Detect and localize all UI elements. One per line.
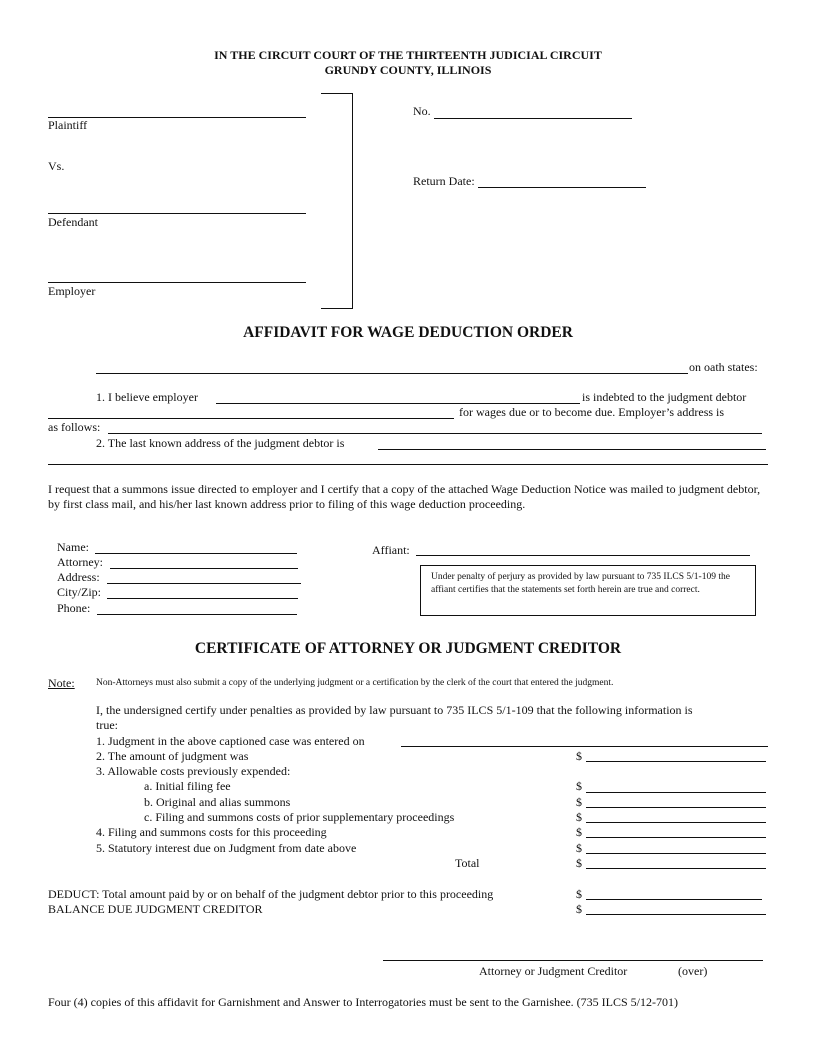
- note-label: Note:: [48, 676, 75, 690]
- currency-symbol: $: [576, 902, 582, 916]
- affidavit-title: AFFIDAVIT FOR WAGE DEDUCTION ORDER: [243, 324, 573, 341]
- judgment-date-field[interactable]: [401, 732, 768, 747]
- affiant-label: Affiant:: [372, 543, 410, 557]
- statutory-interest-field[interactable]: [586, 839, 766, 854]
- county-name: GRUNDY COUNTY, ILLINOIS: [324, 63, 492, 77]
- total-field[interactable]: [586, 854, 766, 869]
- balance-due-field[interactable]: [586, 900, 766, 915]
- currency-symbol: $: [576, 749, 582, 763]
- case-number-label: No.: [413, 104, 431, 118]
- certify-text-line2: true:: [96, 718, 118, 732]
- employer-address-field[interactable]: [108, 419, 762, 434]
- defendant-field[interactable]: [48, 199, 306, 214]
- defendant-label: Defendant: [48, 215, 98, 229]
- alias-summons-label: b. Original and alias summons: [144, 795, 291, 809]
- return-date-field[interactable]: [478, 173, 646, 188]
- currency-symbol: $: [576, 795, 582, 809]
- item1-line2: for wages due or to become due. Employer’s address is: [459, 405, 725, 419]
- address-label: Address:: [57, 570, 100, 584]
- currency-symbol: $: [576, 825, 582, 839]
- initial-filing-fee-label: a. Initial filing fee: [144, 779, 231, 793]
- prior-proceedings-costs-label: c. Filing and summons costs of prior supplementary proceedings: [144, 810, 455, 824]
- as-follows-label: as follows:: [48, 420, 101, 434]
- note-text: Non-Attorneys must also submit a copy of the underlying judgment or a certification by the clerk of the court that entered the judgment.: [96, 678, 614, 688]
- currency-symbol: $: [576, 856, 582, 870]
- on-oath-text: on oath states:: [689, 360, 758, 374]
- phone-label: Phone:: [57, 601, 91, 615]
- creditor-signature-field[interactable]: [383, 946, 763, 961]
- debtor-name-field[interactable]: [48, 404, 454, 419]
- caption-bracket-bottom: [321, 308, 353, 309]
- initial-filing-fee-field[interactable]: [586, 778, 766, 793]
- deduct-field[interactable]: [586, 885, 762, 900]
- affiant-name-field[interactable]: [96, 359, 688, 374]
- debtor-address-field-2[interactable]: [48, 450, 768, 465]
- deduct-label: DEDUCT: Total amount paid by or on behalf of the judgment debtor prior to this proceeding: [48, 887, 494, 901]
- footer-instructions: Four (4) copies of this affidavit for Garnishment and Answer to Interrogatories must be sent to the Garnishee. (735 ILCS 5/12-701): [48, 995, 678, 1009]
- item1-suffix: is indebted to the judgment debtor: [582, 390, 747, 404]
- this-proceeding-costs-field[interactable]: [586, 823, 766, 838]
- debtor-address-field[interactable]: [378, 435, 766, 450]
- allowable-costs-label: 3. Allowable costs previously expended:: [96, 764, 291, 778]
- item1-prefix: 1. I believe employer: [96, 390, 198, 404]
- caption-bracket: [352, 93, 353, 308]
- phone-field[interactable]: [97, 600, 297, 615]
- employer-field[interactable]: [48, 268, 306, 283]
- vs-label: Vs.: [48, 159, 65, 173]
- caption-bracket-top: [321, 93, 353, 94]
- affiant-signature-field[interactable]: [416, 541, 750, 556]
- return-date-label: Return Date:: [413, 174, 475, 188]
- name-field[interactable]: [95, 539, 297, 554]
- item2-text: 2. The last known address of the judgment debtor is: [96, 436, 345, 450]
- statutory-interest-label: 5. Statutory interest due on Judgment from date above: [96, 841, 357, 855]
- employer-name-field[interactable]: [216, 389, 580, 404]
- plaintiff-label: Plaintiff: [48, 118, 88, 132]
- currency-symbol: $: [576, 887, 582, 901]
- court-name: IN THE CIRCUIT COURT OF THE THIRTEENTH JUDICIAL CIRCUIT: [214, 48, 602, 62]
- employer-label: Employer: [48, 284, 96, 298]
- balance-due-label: BALANCE DUE JUDGMENT CREDITOR: [48, 902, 263, 916]
- case-number-field[interactable]: [434, 104, 632, 119]
- certificate-title: CERTIFICATE OF ATTORNEY OR JUDGMENT CREDITOR: [194, 640, 622, 657]
- total-label: Total: [455, 856, 480, 870]
- alias-summons-field[interactable]: [586, 793, 766, 808]
- attorney-label: Attorney:: [57, 555, 103, 569]
- judgment-date-label: 1. Judgment in the above captioned case was entered on: [96, 734, 365, 748]
- attorney-field[interactable]: [110, 554, 298, 569]
- currency-symbol: $: [576, 841, 582, 855]
- address-field[interactable]: [107, 569, 301, 584]
- this-proceeding-costs-label: 4. Filing and summons costs for this proceeding: [96, 825, 327, 839]
- cityzip-label: City/Zip:: [57, 585, 102, 599]
- plaintiff-field[interactable]: [48, 103, 306, 118]
- signature-label: Attorney or Judgment Creditor: [479, 964, 628, 978]
- currency-symbol: $: [576, 810, 582, 824]
- name-label: Name:: [57, 540, 89, 554]
- prior-proceedings-costs-field[interactable]: [586, 808, 766, 823]
- over-label: (over): [678, 964, 708, 978]
- request-certification-text: I request that a summons issue directed to employer and I certify that a copy of the attached Wage Deduction Notice was mailed to judgment debtor, by first class mail, and his/her last known address prior to filing of this wage deduction proceeding.: [48, 482, 761, 511]
- judgment-amount-label: 2. The amount of judgment was: [96, 749, 249, 763]
- perjury-statement-box: Under penalty of perjury as provided by law pursuant to 735 ILCS 5/1-109 the affiant certifies that the statements set forth herein are true and correct.: [420, 565, 756, 616]
- certify-text-line1: I, the undersigned certify under penalties as provided by law pursuant to 735 ILCS 5/1-109 that the following information is: [96, 703, 693, 717]
- currency-symbol: $: [576, 779, 582, 793]
- judgment-amount-field[interactable]: [586, 747, 766, 762]
- cityzip-field[interactable]: [107, 584, 298, 599]
